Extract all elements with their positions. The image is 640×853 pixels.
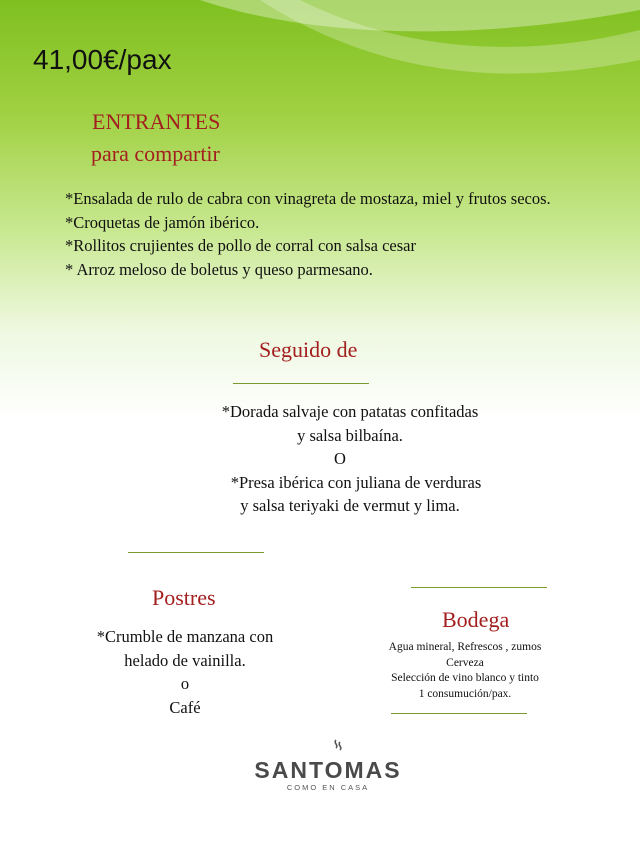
entrantes-list (65, 187, 565, 281)
logo-tagline: COMO EN CASA (286, 783, 370, 792)
menu-item: *Presa ibérica con juliana de verduras (230, 472, 482, 492)
divider (411, 587, 547, 588)
seguido-title: Seguido de (259, 337, 358, 362)
bodega-title: Bodega (442, 607, 510, 632)
menu-item: *Dorada salvaje con patatas confitadas (221, 402, 479, 421)
menu-item: *Croquetas de jamón ibérico. (65, 212, 260, 232)
seguido-list (190, 400, 510, 518)
entrantes-title: ENTRANTES (92, 109, 221, 134)
steam-icon (328, 738, 348, 758)
menu-item: 1 consumución/pax. (418, 687, 512, 700)
postres-title: Postres (152, 585, 216, 610)
santomas-logo (240, 738, 416, 792)
menu-item: * Arroz meloso de boletus y queso parmesano. (65, 259, 373, 279)
menu-item: Agua mineral, Refrescos , zumos (388, 641, 542, 653)
menu-item: y salsa teriyaki de vermut y lima. (240, 496, 460, 515)
menu-item: *Ensalada de rulo de cabra con vinagreta de mostaza, miel y frutos secos. (65, 189, 551, 208)
menu-item: Cerveza (446, 656, 484, 669)
menu-item: y salsa bilbaína. (297, 425, 403, 445)
menu-item: o (180, 674, 190, 693)
menu-item: O (334, 449, 346, 468)
menu-item: *Rollitos crujientes de pollo de corral con salsa cesar (65, 236, 416, 255)
divider (128, 552, 264, 553)
entrantes-subtitle: para compartir (91, 141, 220, 166)
bodega-list (370, 640, 560, 702)
logo-name: SANTOMAS (254, 757, 402, 783)
price-per-person: 41,00€/pax (33, 44, 172, 75)
menu-item: Selección de vino blanco y tinto (391, 672, 539, 684)
menu-item: Café (169, 697, 201, 717)
divider (391, 713, 527, 714)
menu-item: *Crumble de manzana con (96, 627, 274, 646)
divider (233, 383, 369, 384)
postres-list (60, 625, 310, 719)
menu-item: helado de vainilla. (124, 650, 246, 670)
